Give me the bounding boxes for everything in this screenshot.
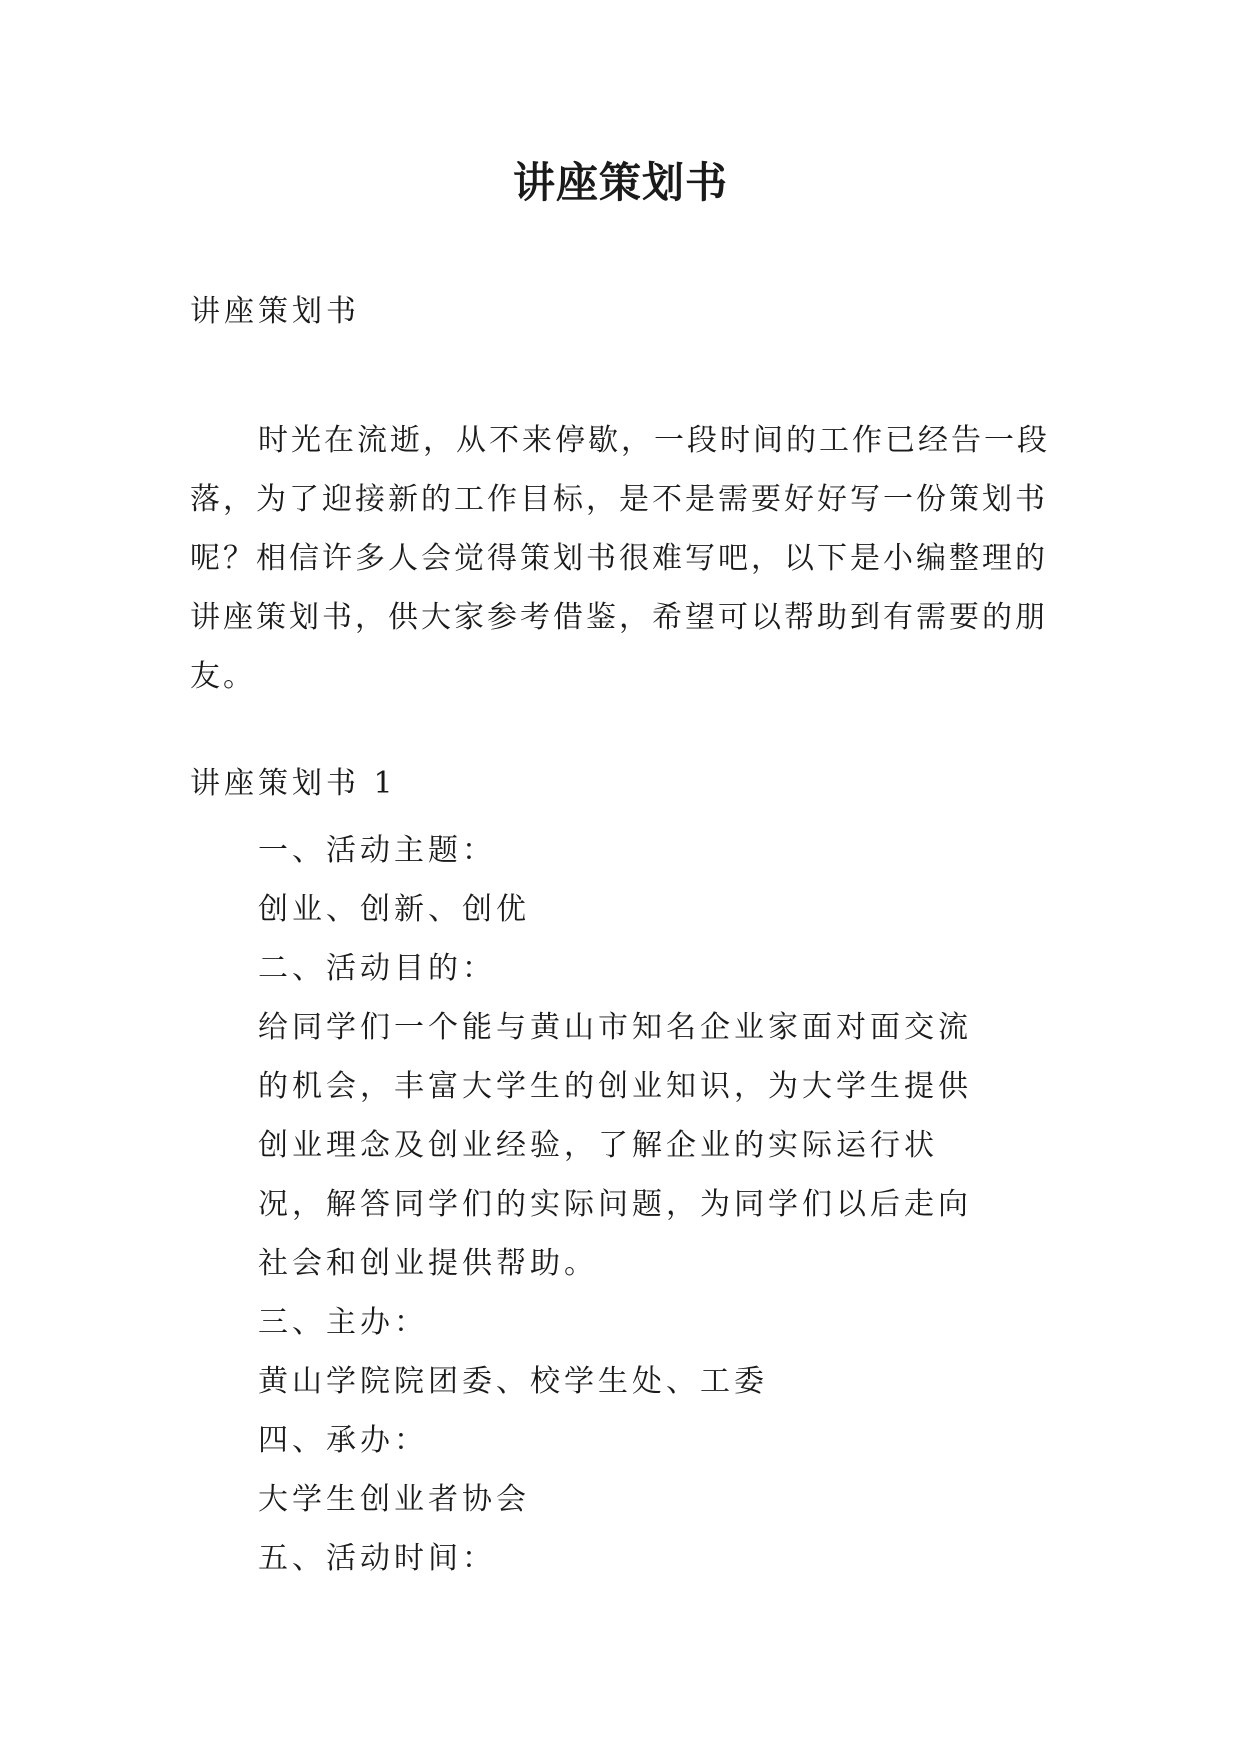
- intro-paragraph: 时光在流逝，从不来停歇，一段时间的工作已经告一段落，为了迎接新的工作目标，是不是需要好好写一份策划书呢？相信许多人会觉得策划书很难写吧，以下是小编整理的讲座策划书，供大家参考借鉴，希望可以帮助到有需要的朋友。: [190, 423, 1050, 694]
- item-activity-theme-label: 一、活动主题：: [258, 833, 496, 868]
- item-activity-purpose-value: 给同学们一个能与黄山市知名企业家面对面交流的机会，丰富大学生的创业知识，为大学生提供创业理念及创业经验，了解企业的实际运行状况，解答同学们的实际问题，为同学们以后走向社会和创业提供帮助。: [258, 1010, 972, 1281]
- item-activity-theme-value: 创业、创新、创优: [258, 892, 530, 927]
- document-subtitle: 讲座策划书: [190, 294, 360, 329]
- item-activity-purpose-label: 二、活动目的：: [258, 951, 496, 986]
- item-activity-time-label: 五、活动时间：: [258, 1541, 496, 1576]
- item-organizer-label: 三、主办：: [258, 1305, 428, 1340]
- item-organizer-value: 黄山学院院团委、校学生处、工委: [258, 1364, 768, 1399]
- document-title: 讲座策划书: [512, 158, 728, 207]
- item-undertaker-label: 四、承办：: [258, 1423, 428, 1458]
- item-undertaker-value: 大学生创业者协会: [258, 1482, 530, 1517]
- section-heading: 讲座策划书 1: [190, 766, 397, 801]
